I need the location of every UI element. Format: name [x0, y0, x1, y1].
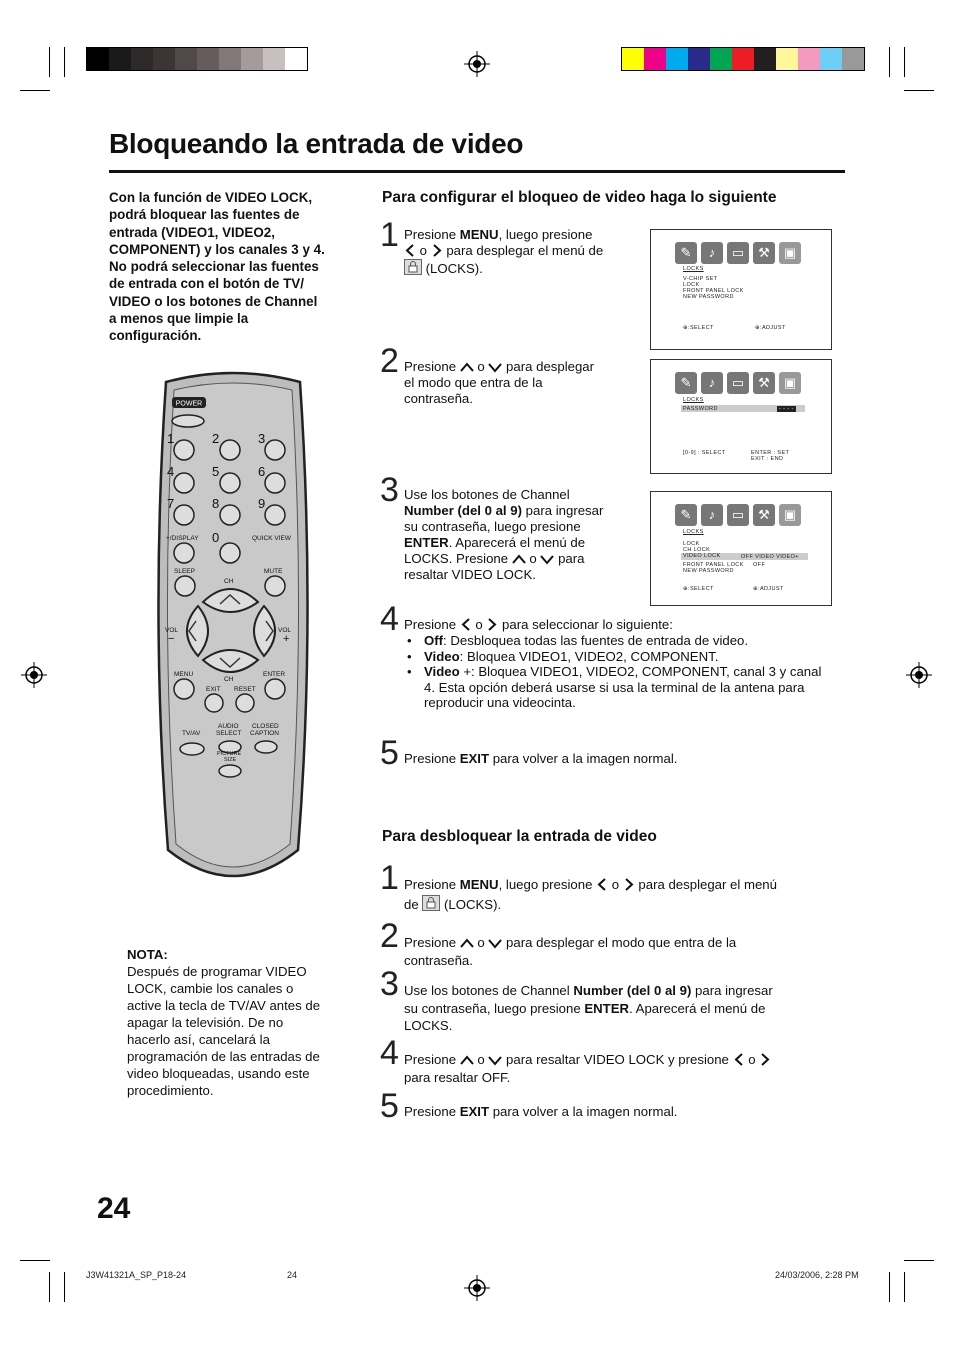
vol-label-right: VOL	[278, 627, 292, 634]
down-arrow-icon	[488, 1055, 502, 1066]
color-swatch	[842, 48, 864, 70]
menu-values: OFF	[753, 562, 766, 568]
list-item: • Off: Desbloquea todas las fuentes de entrada de video.	[404, 633, 829, 649]
menu-items: FRONT PANEL LOCK NEW PASSWORD	[683, 562, 744, 574]
digit-button	[174, 505, 194, 525]
audio-icon: ♪	[701, 372, 723, 394]
step-text: Presione MENU, luego presione o para desplegar el menú de (LOCKS).	[404, 877, 777, 912]
menu-footer-left: ⊕:SELECT	[683, 325, 714, 331]
up-arrow-icon	[460, 938, 474, 949]
display-label: +/DISPLAY	[166, 535, 199, 542]
menu-values: OFF VIDEO VIDEO+	[741, 554, 799, 560]
list-item: • Video: Bloquea VIDEO1, VIDEO2, COMPONENT.	[404, 649, 829, 665]
setup-icon: ▭	[727, 372, 749, 394]
digit-button	[265, 505, 285, 525]
digit-label: 9	[258, 496, 266, 511]
page-title: Bloqueando la entrada de video	[109, 128, 524, 159]
step-number: 5	[380, 1087, 399, 1125]
step-number: 3	[380, 471, 399, 509]
options-list	[404, 633, 829, 711]
registration-mark-icon	[464, 51, 490, 77]
menu-footer-left: ⊕:SELECT	[683, 586, 714, 592]
digit-label: 4	[167, 464, 175, 479]
intro-text: Con la función de VIDEO LOCK, podrá bloquear las fuentes de entrada (VIDEO1, VIDEO2, COMPONENT) y los canales 3 y 4. No podrá seleccionar las fuentes de entrada con el botón de TV/ VIDEO o los botones de Channel a menos que limpie la configuración.	[109, 190, 325, 344]
step-text: Presione EXIT para volver a la imagen normal.	[404, 751, 678, 766]
crop-mark	[49, 47, 50, 77]
color-swatch	[644, 48, 666, 70]
footer-file: J3W41321A_SP_P18-24	[86, 1270, 187, 1280]
quick-view-label: QUICK VIEW	[252, 535, 292, 542]
step-text: Use los botones de Channel Number (del 0 al 9) para ingresar su contraseña, luego presione ENTER. Aparecerá el menú de LOCKS. Presione o para resaltar VIDEO LOCK.	[404, 487, 604, 582]
lock-icon	[404, 259, 422, 275]
title-rule	[109, 170, 845, 173]
right-arrow-icon	[486, 618, 498, 631]
setup-icon: ▭	[727, 504, 749, 526]
color-swatch	[285, 48, 307, 70]
color-swatch	[175, 48, 197, 70]
ch-label: CH	[224, 676, 234, 683]
color-swatch	[776, 48, 798, 70]
size-label: SIZE	[224, 757, 237, 763]
color-swatch	[219, 48, 241, 70]
footer-date: 24/03/2006, 2:28 PM	[775, 1270, 859, 1280]
menu-screen-password	[650, 359, 832, 474]
menu-icon-row	[675, 242, 801, 264]
lock-icon	[422, 895, 440, 911]
digit-button	[265, 440, 285, 460]
digit-label: 6	[258, 464, 266, 479]
step-text: Presione o para resaltar VIDEO LOCK y presione o para resaltar OFF.	[404, 1051, 824, 1086]
crop-mark	[904, 90, 934, 91]
color-swatch	[820, 48, 842, 70]
crop-mark	[64, 47, 65, 77]
picture-label: PICTURE	[217, 751, 242, 757]
step-text: Presione o para desplegar el modo que entra de la contraseña.	[404, 935, 737, 968]
menu-title: LOCKS	[683, 529, 704, 535]
exit-label: EXIT	[206, 686, 221, 693]
left-arrow-icon	[733, 1053, 745, 1066]
power-button	[172, 415, 204, 427]
step-number: 4	[380, 1034, 399, 1072]
menu-icon-row	[675, 504, 801, 526]
down-arrow-icon	[540, 554, 554, 565]
audio-icon: ♪	[701, 242, 723, 264]
step-text: Presione EXIT para volver a la imagen normal.	[404, 1104, 678, 1119]
sleep-label: SLEEP	[174, 568, 195, 575]
digit-label: 0	[212, 530, 220, 545]
step-number: 1	[380, 859, 399, 897]
menu-footer-right: ENTER : SET EXIT : END	[751, 450, 790, 462]
step-number: 4	[380, 600, 399, 638]
remote-control-illustration	[148, 370, 318, 895]
right-arrow-icon	[759, 1053, 771, 1066]
down-arrow-icon	[488, 362, 502, 373]
color-swatch	[241, 48, 263, 70]
digit-button	[220, 473, 240, 493]
digit-label: 1	[167, 431, 175, 446]
footer-page: 24	[287, 1270, 298, 1280]
power-label: POWER	[175, 400, 203, 408]
digit-label: 7	[167, 496, 175, 511]
menu-footer-right: ⊕:ADJUST	[753, 586, 784, 592]
digit-label: 8	[212, 496, 220, 511]
color-swatch	[666, 48, 688, 70]
crop-mark	[20, 90, 50, 91]
step-text: Presione o para seleccionar lo siguiente:	[404, 617, 673, 632]
step-number: 2	[380, 342, 399, 380]
tools-icon: ⚒	[753, 242, 775, 264]
left-arrow-icon	[460, 618, 472, 631]
crop-mark	[904, 1272, 905, 1302]
up-arrow-icon	[460, 362, 474, 373]
menu-items: LOCK CH LOCK VIDEO LOCK	[683, 541, 721, 559]
gray-calibration-bar	[86, 47, 308, 71]
left-arrow-icon	[404, 244, 416, 257]
digit-button	[220, 505, 240, 525]
digit-label: 2	[212, 431, 220, 446]
digit-button	[174, 440, 194, 460]
down-arrow-icon	[488, 938, 502, 949]
right-arrow-icon	[623, 878, 635, 891]
color-swatch	[754, 48, 776, 70]
up-arrow-icon	[512, 554, 526, 565]
menu-icon-row	[675, 372, 801, 394]
step-number: 1	[380, 216, 399, 254]
step-number: 3	[380, 965, 399, 1003]
svg-text:−: −	[168, 633, 175, 645]
right-arrow-icon	[431, 244, 443, 257]
step-text: Presione o para desplegar el modo que entra de la contraseña.	[404, 359, 595, 406]
digit-button	[174, 473, 194, 493]
audio-label: AUDIO	[218, 723, 239, 730]
color-swatch	[109, 48, 131, 70]
menu-label: MENU	[174, 671, 194, 678]
menu-title: LOCKS	[683, 266, 704, 272]
menu-screen-video-lock	[650, 491, 832, 606]
crop-mark	[889, 1272, 890, 1302]
lock-icon: ▣	[779, 242, 801, 264]
digit-label: 3	[258, 431, 266, 446]
registration-mark-icon	[464, 1275, 490, 1301]
step-number: 2	[380, 917, 399, 955]
ch-label: CH	[224, 578, 234, 585]
section-heading-unlock: Para desbloquear la entrada de video	[382, 828, 657, 845]
digit-button	[265, 473, 285, 493]
menu-footer-left: [0-9] : SELECT	[683, 450, 726, 456]
svg-text:+: +	[283, 633, 290, 645]
step-text: Use los botones de Channel Number (del 0 al 9) para ingresar su contraseña, luego presione ENTER. Aparecerá el menú de LOCKS.	[404, 983, 773, 1033]
crop-mark	[49, 1272, 50, 1302]
digit-button	[220, 440, 240, 460]
mute-label: MUTE	[264, 568, 283, 575]
crop-mark	[889, 47, 890, 77]
tvav-label: TV/AV	[182, 730, 201, 737]
left-arrow-icon	[596, 878, 608, 891]
vol-label-left: VOL	[165, 627, 179, 634]
page-number: 24	[97, 1192, 131, 1225]
digit-label: 5	[212, 464, 220, 479]
menu-footer-right: ⊕:ADJUST	[755, 325, 786, 331]
reset-label: RESET	[234, 686, 256, 693]
color-swatch	[732, 48, 754, 70]
color-swatch	[622, 48, 644, 70]
audio-icon: ♪	[701, 504, 723, 526]
picture-icon: ✎	[675, 242, 697, 264]
up-arrow-icon	[460, 1055, 474, 1066]
tools-icon: ⚒	[753, 372, 775, 394]
picture-icon: ✎	[675, 504, 697, 526]
tools-icon: ⚒	[753, 504, 775, 526]
note-block	[127, 946, 345, 1099]
color-calibration-bar	[621, 47, 865, 71]
closed-label: CLOSED	[252, 723, 279, 730]
note-label: NOTA:	[127, 947, 168, 962]
lock-icon: ▣	[779, 504, 801, 526]
step-number: 5	[380, 734, 399, 772]
menu-screen-locks	[650, 229, 832, 350]
enter-label: ENTER	[263, 671, 286, 678]
color-swatch	[263, 48, 285, 70]
color-swatch	[710, 48, 732, 70]
select-label: SELECT	[216, 730, 242, 737]
menu-title: LOCKS	[683, 397, 704, 403]
crop-mark	[904, 47, 905, 77]
crop-mark	[20, 1260, 50, 1261]
registration-mark-icon	[906, 662, 932, 688]
crop-mark	[904, 1260, 934, 1261]
color-swatch	[153, 48, 175, 70]
password-mask: - - - -	[779, 406, 794, 412]
color-swatch	[197, 48, 219, 70]
picture-icon: ✎	[675, 372, 697, 394]
menu-items: V-CHIP SET LOCK FRONT PANEL LOCK NEW PASSWORD	[683, 276, 744, 300]
color-swatch	[798, 48, 820, 70]
note-text: Después de programar VIDEO LOCK, cambie los canales o active la tecla de TV/AV antes de apagar la televisión. De no hacerlo así, cancelará la programación de las entradas de video bloqueadas, usando este procedimiento.	[127, 964, 321, 1098]
color-swatch	[688, 48, 710, 70]
setup-icon: ▭	[727, 242, 749, 264]
color-swatch	[87, 48, 109, 70]
caption-label: CAPTION	[250, 730, 279, 737]
color-swatch	[131, 48, 153, 70]
registration-mark-icon	[21, 662, 47, 688]
step-text: Presione MENU, luego presione o para desplegar el menú de (LOCKS).	[404, 227, 604, 276]
menu-row: PASSWORD	[683, 406, 718, 412]
list-item: • Video +: Bloquea VIDEO1, VIDEO2, COMPONENT, canal 3 y canal 4. Esta opción deberá usarse si usa la terminal de la antena para reproducir una videocinta.	[404, 664, 829, 711]
crop-mark	[64, 1272, 65, 1302]
lock-icon: ▣	[779, 372, 801, 394]
section-heading-configure: Para configurar el bloqueo de video haga lo siguiente	[382, 189, 777, 206]
